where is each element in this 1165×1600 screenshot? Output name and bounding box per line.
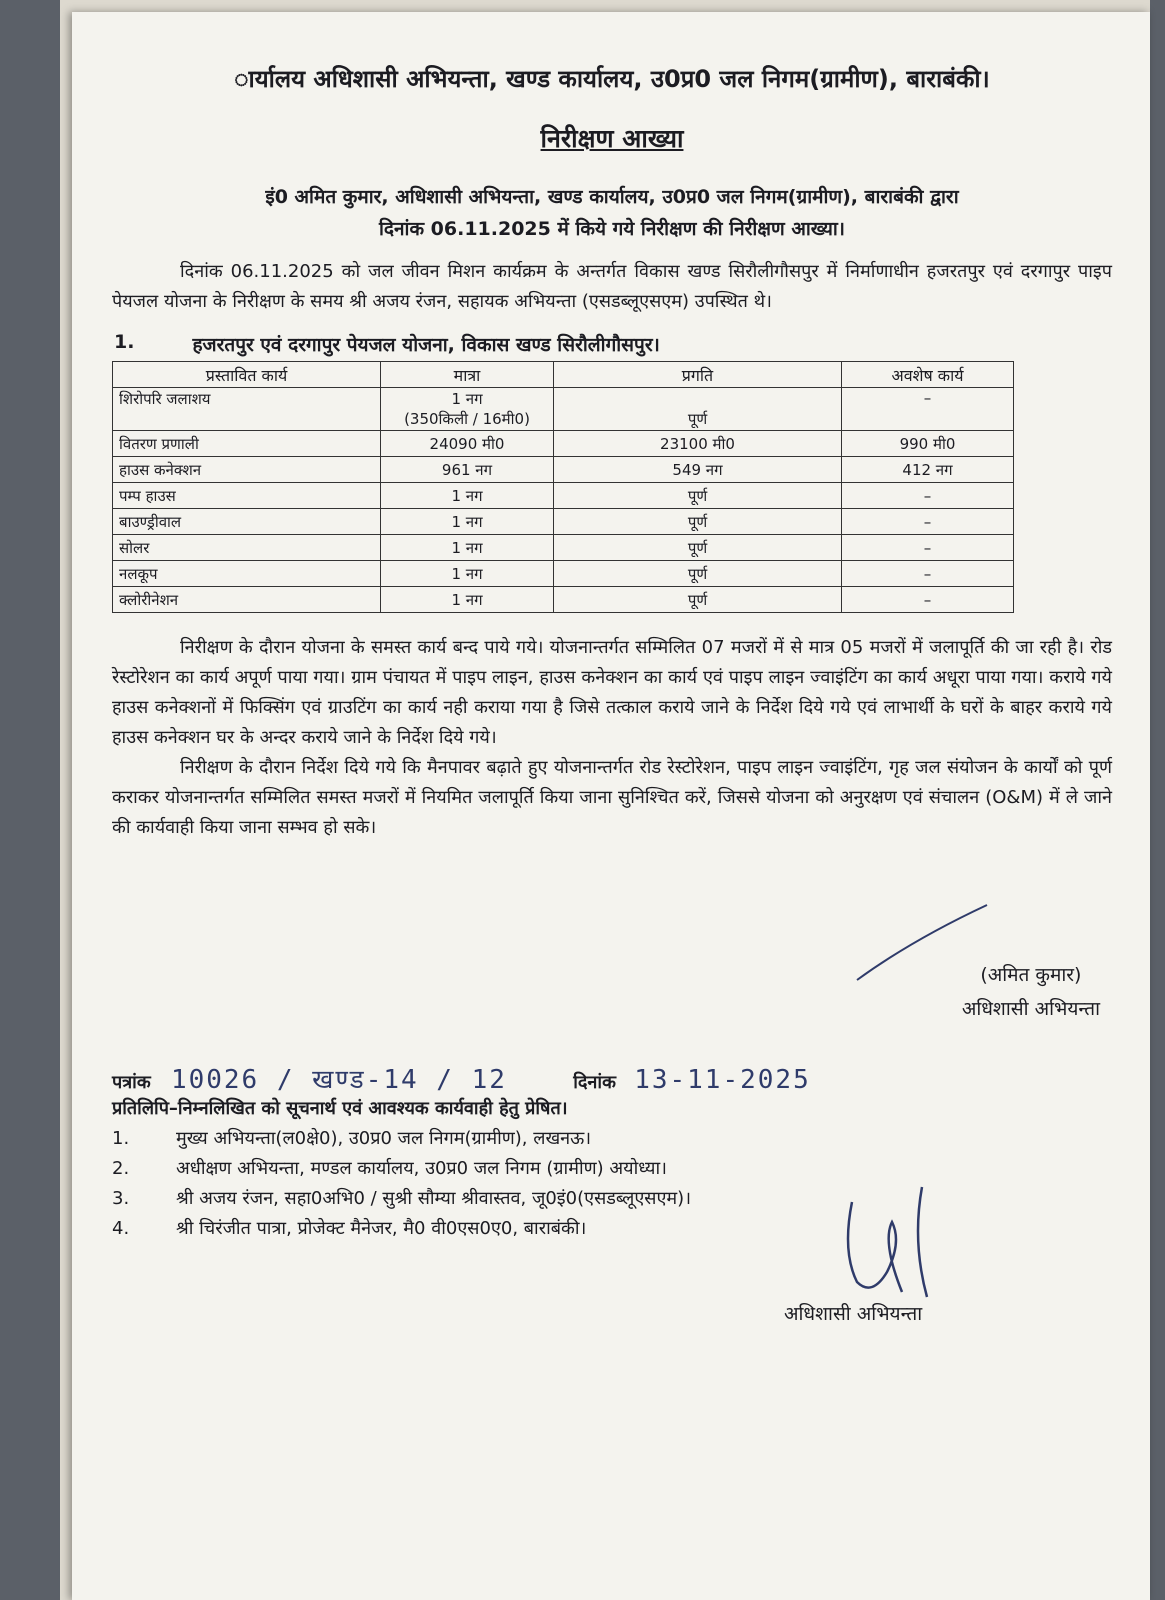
cell-quantity: 1 नग — [381, 535, 554, 561]
list-item-number: 3. — [112, 1188, 130, 1209]
cell-remaining: – — [842, 483, 1014, 509]
signature-mark-2 — [832, 1182, 952, 1302]
cell-progress: 549 नग — [554, 457, 842, 483]
intro-line-1: इं0 अमित कुमार, अधिशासी अभियन्ता, खण्ड कार्यालय, उ0प्र0 जल निगम(ग्रामीण), बाराबंकी द्वारा — [265, 186, 959, 208]
cell-work: पम्प हाउस — [113, 483, 381, 509]
cell-remaining: 412 नग — [842, 457, 1014, 483]
cell-remaining: – — [842, 561, 1014, 587]
cell-progress: पूर्ण — [554, 509, 842, 535]
document-page — [72, 12, 1150, 1600]
office-header: ार्यालय अधिशासी अभियन्ता, खण्ड कार्यालय, उ0प्र0 जल निगम(ग्रामीण), बाराबंकी। — [234, 65, 990, 93]
column-header-work: प्रस्तावित कार्य — [113, 362, 381, 388]
list-item-number: 2. — [112, 1158, 130, 1179]
paragraph-2: निरीक्षण के दौरान योजना के समस्त कार्य बन्द पाये गये। योजनान्तर्गत सम्मिलित 07 मजरों में से मात्र 05 मजरों में जलापूर्ति की जा रही है। रोड रेस्टोरेशन का कार्य अपूर्ण पाया गया। ग्राम पंचायत में पाइप लाइन, हाउस कनेक्शन का कार्य एवं पाइप लाइन ज्वाइंटिंग का कार्य अधूरा पाया गया। कराये गये हाउस कनेक्शनों में फिक्सिंग एवं ग्राउटिंग का कार्य नही कराया गया है जिसे तत्काल कराये जाने के निर्देश दिये गये एवं लाभार्थी के घरों के बाहर कराये गये हाउस कनेक्शन घर के अन्दर कराये जाने के निर्देश दिये गये। — [112, 637, 1112, 748]
table-row — [113, 431, 1014, 457]
cell-work: सोलर — [113, 535, 381, 561]
cell-quantity: 961 नग — [381, 457, 554, 483]
cell-progress: पूर्ण — [554, 535, 842, 561]
column-header-remaining: अवशेष कार्य — [842, 362, 1014, 388]
table-row — [113, 535, 1014, 561]
table-row — [113, 587, 1014, 613]
scheme-title: हजरतपुर एवं दरगापुर पेयजल योजना, विकास खण्ड सिरौलीगौसपुर। — [192, 334, 660, 356]
list-item-text: मुख्य अभियन्ता(ल0क्षे0), उ0प्र0 जल निगम(ग्रामीण), लखनऊ। — [176, 1128, 592, 1149]
list-item-number: 1. — [112, 1128, 130, 1149]
cell-work: बाउण्ड्रीवाल — [113, 509, 381, 535]
list-item-text: श्री चिरंजीत पात्रा, प्रोजेक्ट मैनेजर, मै0 वी0एस0ए0, बाराबंकी। — [176, 1218, 587, 1239]
intro-line-2: दिनांक 06.11.2025 में किये गये निरीक्षण की निरीक्षण आख्या। — [378, 218, 846, 240]
scheme-number: 1. — [114, 331, 135, 353]
cell-quantity: 24090 मी0 — [381, 431, 554, 457]
copy-signatory-designation: अधिशासी अभियन्ता — [784, 1303, 923, 1325]
cell-progress: पूर्ण — [554, 587, 842, 613]
copy-heading: प्रतिलिपि–निम्नलिखित को सूचनार्थ एवं आवश्यक कार्यवाही हेतु प्रेषित। — [112, 1098, 568, 1119]
scheme-heading — [112, 331, 1112, 357]
cell-progress: पूर्ण — [554, 388, 842, 431]
reference-number: 10026 / खण्ड-14 / 12 — [170, 1065, 507, 1095]
list-item-text: श्री अजय रंजन, सहा0अभि0 / सुश्री सौम्या श्रीवास्तव, जू0इं0(एसडब्लूएसएम)। — [176, 1188, 692, 1209]
cell-remaining: – — [842, 388, 1014, 431]
table-row — [113, 509, 1014, 535]
cell-work: क्लोरीनेशन — [113, 587, 381, 613]
cell-quantity: 1 नग — [381, 483, 554, 509]
list-item — [112, 1124, 1072, 1154]
intro-block — [112, 181, 1112, 245]
table-header-row — [113, 362, 1014, 388]
table-row — [113, 457, 1014, 483]
cell-work: नलकूप — [113, 561, 381, 587]
signature-block — [962, 958, 1100, 1026]
cell-quantity: 1 नग — [381, 561, 554, 587]
cell-quantity: 1 नग — [381, 509, 554, 535]
column-header-progress: प्रगति — [554, 362, 842, 388]
quantity-value: 1 नग — [451, 390, 483, 408]
list-item-number: 4. — [112, 1218, 130, 1239]
cell-progress: 23100 मी0 — [554, 431, 842, 457]
cell-progress: पूर्ण — [554, 483, 842, 509]
cell-remaining: – — [842, 587, 1014, 613]
reference-label: पत्रांक — [112, 1072, 151, 1093]
cell-work: शिरोपरि जलाशय — [113, 388, 381, 431]
cell-progress: पूर्ण — [554, 561, 842, 587]
cell-quantity — [381, 388, 554, 431]
signatory-name: (अमित कुमार) — [980, 964, 1082, 986]
document-content — [112, 62, 1112, 843]
table-row — [113, 483, 1014, 509]
cell-quantity: 1 नग — [381, 587, 554, 613]
column-header-quantity: मात्रा — [381, 362, 554, 388]
reference-date: 13-11-2025 — [634, 1065, 811, 1095]
works-table — [112, 361, 1014, 613]
cell-remaining: 990 मी0 — [842, 431, 1014, 457]
table-row — [113, 561, 1014, 587]
cell-work: हाउस कनेक्शन — [113, 457, 381, 483]
table-row — [113, 388, 1014, 431]
quantity-detail: (350किली / 16मी0) — [404, 410, 530, 428]
cell-remaining: – — [842, 509, 1014, 535]
signatory-designation: अधिशासी अभियन्ता — [961, 998, 1100, 1020]
date-label: दिनांक — [573, 1072, 616, 1093]
list-item — [112, 1154, 1072, 1184]
document-title: निरीक्षण आख्या — [540, 124, 684, 153]
paragraph-1: दिनांक 06.11.2025 को जल जीवन मिशन कार्यक्रम के अन्तर्गत विकास खण्ड सिरौलीगौसपुर में निर्माणाधीन हजरतपुर एवं दरगापुर पाइप पेयजल योजना के निरीक्षण के समय श्री अजय रंजन, सहायक अभियन्ता (एसडब्लूएसएम) उपस्थित थे। — [112, 261, 1112, 312]
cell-work: वितरण प्रणाली — [113, 431, 381, 457]
reference-line — [112, 1060, 1072, 1096]
cell-remaining: – — [842, 535, 1014, 561]
list-item-text: अधीक्षण अभियन्ता, मण्डल कार्यालय, उ0प्र0 जल निगम (ग्रामीण) अयोध्या। — [176, 1158, 667, 1179]
paragraph-3: निरीक्षण के दौरान निर्देश दिये गये कि मैनपावर बढ़ाते हुए योजनान्तर्गत रोड रेस्टोरेशन, पाइप लाइन ज्वाइंटिंग, गृह जल संयोजन के कार्यों को पूर्ण कराकर योजनान्तर्गत सम्मिलित समस्त मजरों में नियमित जलापूर्ति किया जाना सुनिश्चित करें, जिससे योजना को अनुरक्षण एवं संचालन (O&M) में ले जाने की कार्यवाही किया जाना सम्भव हो सके। — [112, 757, 1112, 838]
